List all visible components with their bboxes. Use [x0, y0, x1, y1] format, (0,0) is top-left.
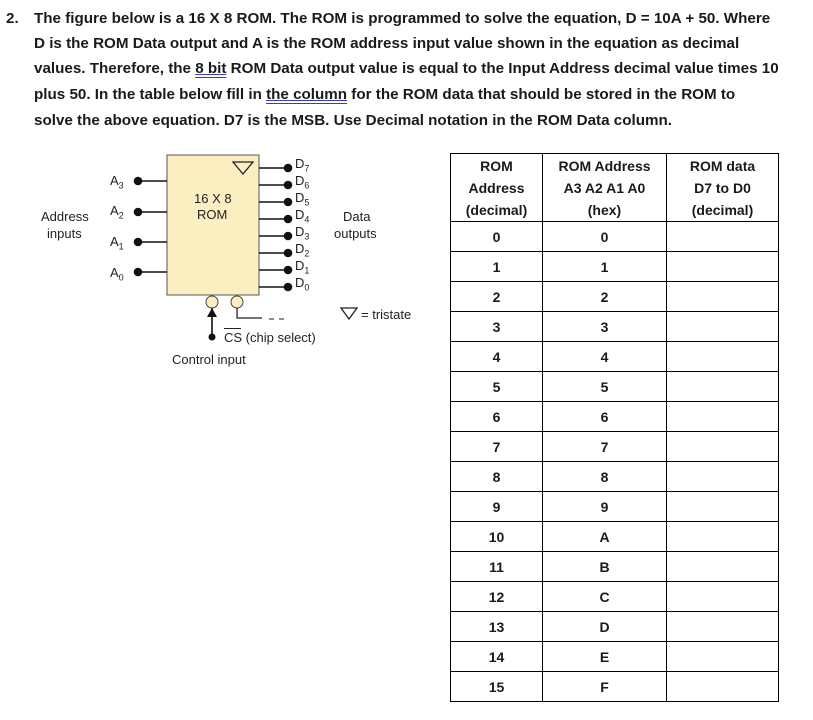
pin-label-a3: $A_3$ — [110, 173, 124, 191]
table-row — [451, 672, 779, 702]
address-decimal-cell: 7 — [451, 432, 543, 462]
data-outputs-label-line2: outputs — [334, 226, 377, 241]
header-rom-address-hex: ROM Address A3 A2 A1 A0 (hex) — [543, 154, 667, 222]
rom-data-cell[interactable] — [667, 492, 779, 522]
address-hex-cell: 9 — [543, 492, 667, 522]
question-line-3 — [34, 56, 779, 82]
rom-name-label: ROM — [197, 207, 228, 222]
table-row — [451, 582, 779, 612]
table-header-row — [451, 154, 779, 222]
table-row — [451, 462, 779, 492]
rom-data-cell[interactable] — [667, 612, 779, 642]
data-outputs-label-line1: Data — [343, 209, 371, 224]
question-line-2: D is the ROM Data output and A is the ROM address input value shown in the equation as decimal — [34, 35, 740, 52]
table-row — [451, 312, 779, 342]
rom-data-cell[interactable] — [667, 522, 779, 552]
rom-diagram — [0, 140, 440, 400]
address-decimal-cell: 12 — [451, 582, 543, 612]
address-hex-cell: 0 — [543, 222, 667, 252]
rom-data-cell[interactable] — [667, 672, 779, 702]
rom-data-cell[interactable] — [667, 642, 779, 672]
address-hex-cell: A — [543, 522, 667, 552]
rom-table — [450, 153, 779, 702]
question-line-4-start: plus 50. In the table below fill in — [34, 86, 267, 103]
pin-label-d1: $D_1$ — [295, 258, 310, 276]
pin-label-d3: $D_3$ — [295, 224, 310, 242]
pin-label-a1: $A_1$ — [110, 234, 124, 252]
address-inputs-label-line1: Address — [41, 209, 89, 224]
pin-label-d4: $D_4$ — [295, 207, 310, 225]
question-line-4-end: for the ROM data that should be stored in the ROM to — [347, 86, 736, 103]
address-decimal-cell: 0 — [451, 222, 543, 252]
pin-label-a0: $A_0$ — [110, 265, 124, 283]
rom-block — [167, 155, 259, 295]
underlined-8-bit: 8 bit — [195, 60, 227, 77]
address-hex-cell: 6 — [543, 402, 667, 432]
address-hex-cell: E — [543, 642, 667, 672]
question-line-3-end: ROM Data output value is equal to the Input Address decimal value times 10 — [226, 60, 779, 77]
pin-label-d7: $D_7$ — [295, 156, 310, 174]
cs-overbar — [224, 328, 241, 329]
table-row — [451, 552, 779, 582]
address-hex-cell: 2 — [543, 282, 667, 312]
rom-data-cell[interactable] — [667, 372, 779, 402]
table-row — [451, 432, 779, 462]
address-hex-cell: C — [543, 582, 667, 612]
address-hex-cell: 3 — [543, 312, 667, 342]
address-decimal-cell: 15 — [451, 672, 543, 702]
table-row — [451, 282, 779, 312]
address-decimal-cell: 13 — [451, 612, 543, 642]
rom-data-cell[interactable] — [667, 342, 779, 372]
table-row — [451, 372, 779, 402]
address-hex-cell: 7 — [543, 432, 667, 462]
rom-size-label: 16 X 8 — [194, 191, 232, 206]
address-hex-cell: D — [543, 612, 667, 642]
question-line-4 — [34, 82, 735, 108]
address-decimal-cell: 9 — [451, 492, 543, 522]
pin-label-a2: $A_2$ — [110, 203, 124, 221]
chip-select-bubbles — [206, 296, 243, 308]
table-row — [451, 492, 779, 522]
address-decimal-cell: 5 — [451, 372, 543, 402]
cs-arrow-icon — [207, 308, 217, 317]
pin-label-d0: $D_0$ — [295, 275, 310, 293]
chip-select-wire — [237, 308, 262, 318]
address-hex-cell: F — [543, 672, 667, 702]
rom-data-cell[interactable] — [667, 552, 779, 582]
address-decimal-cell: 4 — [451, 342, 543, 372]
rom-data-cell[interactable] — [667, 462, 779, 492]
table-row — [451, 522, 779, 552]
rom-data-cell[interactable] — [667, 432, 779, 462]
rom-data-cell[interactable] — [667, 282, 779, 312]
address-decimal-cell: 2 — [451, 282, 543, 312]
question-line-1: The figure below is a 16 X 8 ROM. The ROM is programmed to solve the equation, D = 10A + 50. Where — [34, 10, 771, 27]
rom-data-cell[interactable] — [667, 222, 779, 252]
table-row — [451, 342, 779, 372]
chip-select-label: CS (chip select) — [224, 330, 316, 345]
address-decimal-cell: 11 — [451, 552, 543, 582]
table-row — [451, 252, 779, 282]
address-hex-cell: 1 — [543, 252, 667, 282]
underlined-the-column: the column — [266, 86, 348, 103]
address-decimal-cell: 3 — [451, 312, 543, 342]
table-row — [451, 642, 779, 672]
rom-data-cell[interactable] — [667, 312, 779, 342]
table-row — [451, 222, 779, 252]
question-line-5: solve the above equation. D7 is the MSB. Use Decimal notation in the ROM Data column. — [34, 112, 672, 129]
question-number: 2. — [6, 10, 19, 27]
pin-label-d5: $D_5$ — [295, 190, 310, 208]
address-decimal-cell: 14 — [451, 642, 543, 672]
cs-pin-dot — [209, 334, 216, 341]
table-row — [451, 402, 779, 432]
question-line-3-start: values. Therefore, the — [34, 60, 196, 77]
table-row — [451, 612, 779, 642]
pin-label-d2: $D_2$ — [295, 241, 310, 259]
address-decimal-cell: 8 — [451, 462, 543, 492]
address-hex-cell: 5 — [543, 372, 667, 402]
header-rom-address-decimal: ROM Address (decimal) — [451, 154, 543, 222]
address-hex-cell: 8 — [543, 462, 667, 492]
address-hex-cell: B — [543, 552, 667, 582]
tristate-legend-icon — [341, 308, 357, 319]
rom-table-body — [451, 222, 779, 702]
rom-data-cell[interactable] — [667, 402, 779, 432]
pin-label-d6: $D_6$ — [295, 173, 310, 191]
rom-data-cell[interactable] — [667, 582, 779, 612]
address-inputs-label-line2: inputs — [47, 226, 82, 241]
data-pin-lines — [259, 165, 292, 291]
rom-data-cell[interactable] — [667, 252, 779, 282]
address-decimal-cell: 1 — [451, 252, 543, 282]
control-input-label: Control input — [172, 352, 246, 367]
address-decimal-cell: 6 — [451, 402, 543, 432]
address-decimal-cell: 10 — [451, 522, 543, 552]
tristate-legend-label: = tristate — [361, 307, 412, 322]
header-rom-data-decimal: ROM data D7 to D0 (decimal) — [667, 154, 779, 222]
address-hex-cell: 4 — [543, 342, 667, 372]
address-pin-lines — [135, 178, 168, 276]
